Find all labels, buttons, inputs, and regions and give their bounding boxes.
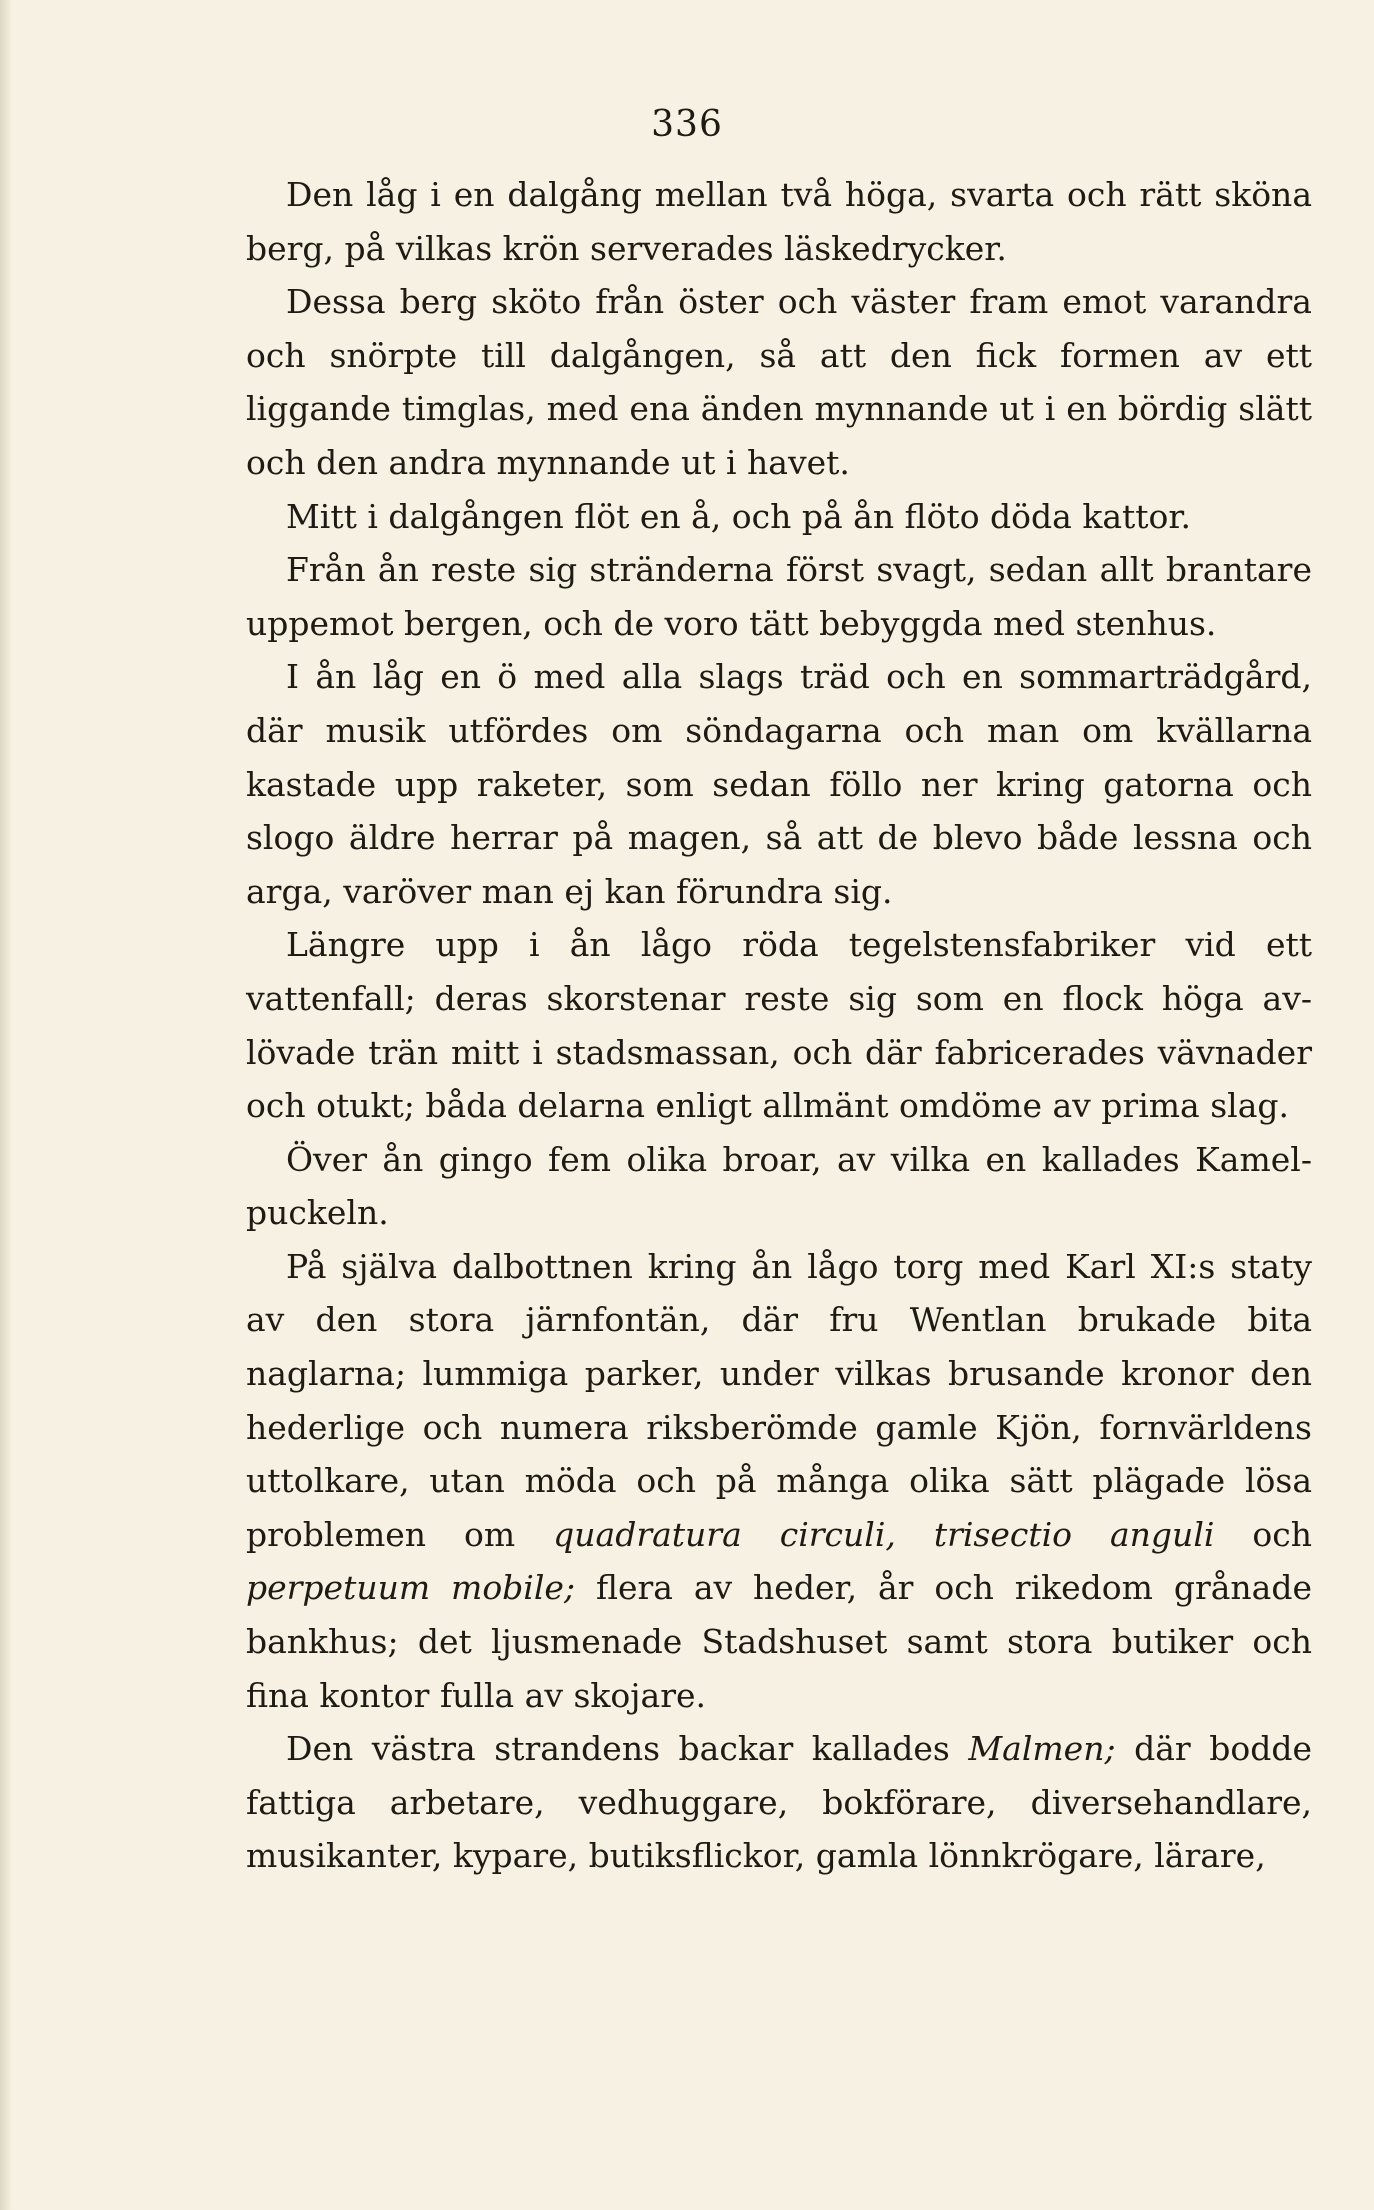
text-segment: flera av heder, år och rikedom grånade bankhus; det ljusmenade Stadshuset samt stora butiker och fina kontor fulla av skojare. xyxy=(246,1568,1312,1715)
text-segment: och xyxy=(1214,1514,1313,1554)
paragraph xyxy=(246,490,1312,544)
text-segment: Från ån reste sig stränderna först svagt, sedan allt brantare uppemot bergen, och de voro tätt bebyggda med stenhus. xyxy=(246,550,1312,643)
paragraph xyxy=(246,1722,1312,1883)
text-segment: Den låg i en dalgång mellan två höga, svarta och rätt sköna berg, på vilkas krön serverades läskedrycker. xyxy=(246,175,1312,268)
text-segment: Mitt i dalgången flöt en å, och på ån flöto döda kattor. xyxy=(286,496,1192,536)
text-segment: På själva dalbottnen kring ån lågo torg med Karl XI:s staty av den stora järnfontän, där fru Wentlan brukade bita naglarna; lummiga parker, under vilkas brusande kronor den hederlige och numera riksberömde gamle Kjön, fornvärldens uttolkare, utan möda och på många olika sätt plägade lösa problemen om xyxy=(246,1246,1312,1554)
text-segment: I ån låg en ö med alla slags träd och en sommarträdgård, där musik utfördes om söndagarna och man om kvällarna kastade upp raketer, som sedan föllo ner kring gatorna och slogo äldre herrar på magen, så att de blevo både lessna och arga, varöver man ej kan förundra sig. xyxy=(246,657,1312,911)
italic-latin-term: perpetuum mobile; xyxy=(246,1568,576,1608)
body-text xyxy=(246,168,1312,1883)
italic-place-name: Malmen; xyxy=(968,1729,1116,1769)
page-number: 336 xyxy=(651,104,723,145)
page-edge xyxy=(0,0,12,2210)
paragraph xyxy=(246,918,1312,1132)
paragraph xyxy=(246,275,1312,489)
text-segment: Över ån gingo fem olika broar, av vilka en kallades Kamelpuckeln. xyxy=(246,1139,1312,1233)
italic-latin-terms: quadratura circuli, trisectio anguli xyxy=(553,1514,1215,1554)
paragraph xyxy=(246,1133,1312,1240)
text-segment: Den västra strandens backar kallades xyxy=(286,1729,969,1769)
text-segment: där bodde fattiga arbetare, vedhuggare, bokförare, diversehandlare, musikanter, kypare, butiksflickor, gamla lönnkrögare, lärare, xyxy=(246,1729,1312,1876)
paragraph xyxy=(246,168,1312,275)
paragraph xyxy=(246,650,1312,918)
paragraph xyxy=(246,543,1312,650)
text-segment: Längre upp i ån lågo röda tegelstensfabriker vid ett vattenfall; deras skorstenar reste sig som en flock höga avlövade trän mitt i stadsmassan, och där fabricerades vävnader och otukt; båda delarna enligt allmänt omdöme av prima slag. xyxy=(246,925,1312,1126)
text-segment: Dessa berg sköto från öster och väster fram emot varandra och snörpte till dalgången, så att den fick formen av ett liggande timglas, med ena änden mynnande ut i en bördig slätt och den andra mynnande ut i havet. xyxy=(246,282,1312,482)
paragraph xyxy=(246,1240,1312,1722)
